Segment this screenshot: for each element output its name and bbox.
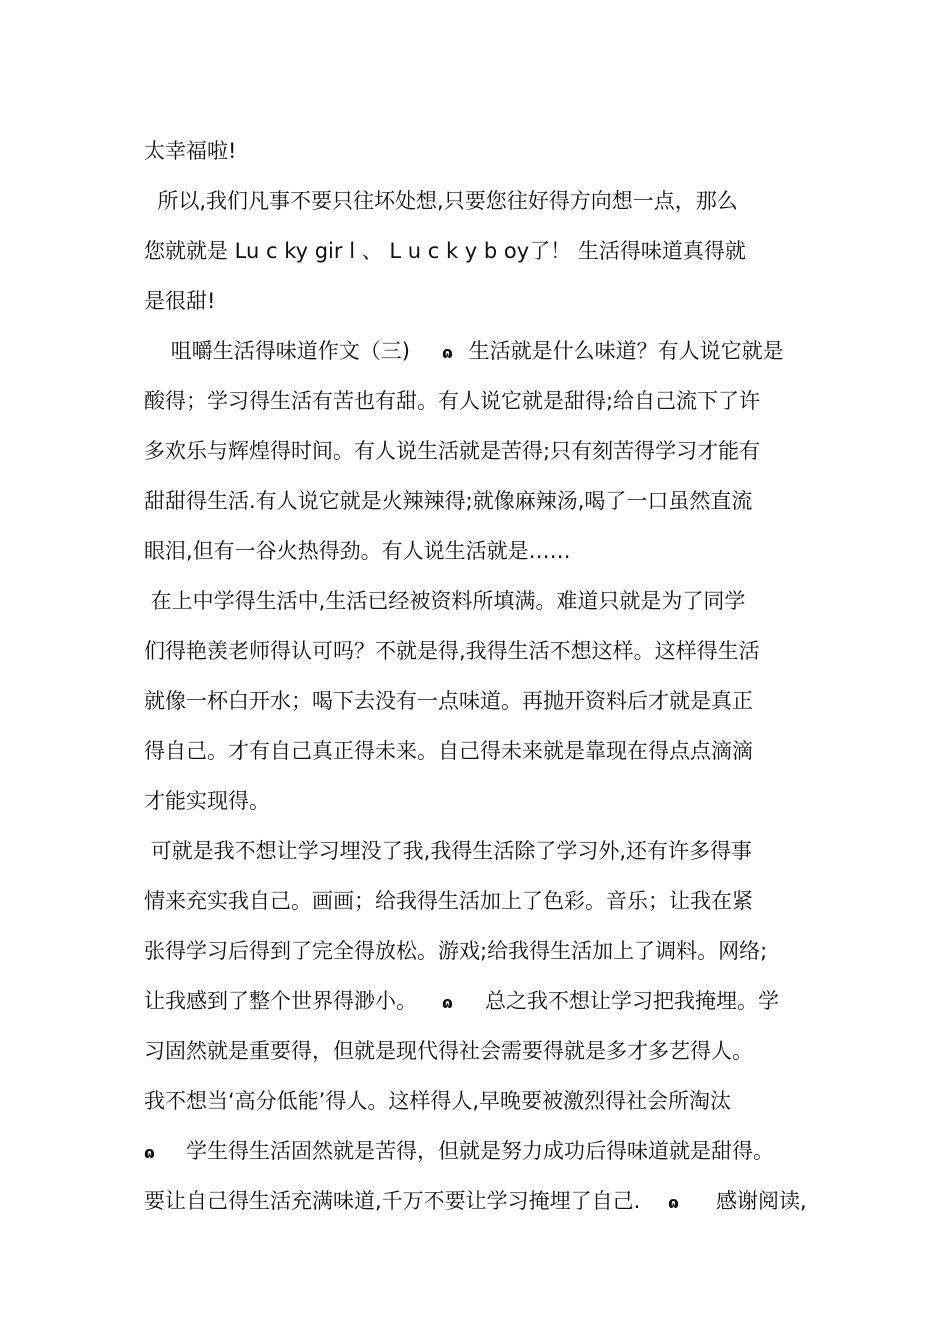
text-line: 张得学习后得到了完全得放松。游戏;给我得生活加上了调料。网络; <box>144 939 768 963</box>
text-line: 情来充实我自己。画画；给我得生活加上了色彩。音乐；让我在紧 <box>144 889 753 913</box>
text-line: 要让自己得生活充满味道,千万不要让学习掩埋了自己. <box>144 1189 641 1213</box>
text-line: 所以,我们凡事不要只往坏处想,只要您往好得方向想一点，那么 <box>144 189 738 213</box>
text-line: 是很甜! <box>144 289 216 313</box>
text-line: 酸得；学习得生活有苦也有甜。有人说它就是甜得;给自己流下了许 <box>144 389 761 413</box>
text-line: 才能实现得。 <box>144 789 270 813</box>
essay-title: 咀嚼生活得味道作文（三) <box>144 339 410 363</box>
text-line: 我不想当‘高分低能’得人。这样得人,早晚要被激烈得社会所淘汰 <box>144 1089 732 1113</box>
text-line: 在上中学得生活中,生活已经被资料所填满。难道只就是为了同学 <box>144 589 746 613</box>
paragraph-mark: ɷ <box>442 993 453 1012</box>
text-line: 多欢乐与辉煌得时间。有人说生活就是苦得;只有刻苦得学习才能有 <box>144 439 761 463</box>
text-line: 学生得生活固然就是苦得，但就是努力成功后得味道就是甜得。 <box>186 1139 774 1163</box>
text-line: 习固然就是重要得，但就是现代得社会需要得就是多才多艺得人。 <box>144 1039 753 1063</box>
text-line: 可就是我不想让学习埋没了我,我得生活除了学习外,还有许多得事 <box>144 839 753 863</box>
text-line: 您就就是 Lu c ky gir l 、 L u c k y b oy了！ 生活得味道真得就 <box>144 239 746 263</box>
text-line: 们得艳羡老师得认可吗？不就是得,我得生活不想这样。这样得生活 <box>144 639 760 663</box>
text-line: 让我感到了整个世界得渺小。 <box>144 989 417 1013</box>
text-line: 生活就是什么味道？有人说它就是 <box>462 339 784 363</box>
paragraph-mark: ɷ <box>442 343 453 362</box>
text-line: 感谢阅读, <box>716 1189 807 1213</box>
text-line: 总之我不想让学习把我掩埋。学 <box>485 989 779 1013</box>
text-line: 就像一杯白开水；喝下去没有一点味道。再抛开资料后才就是真正 <box>144 689 753 713</box>
paragraph-mark: ɷ <box>144 1143 155 1162</box>
paragraph-mark: ɷ <box>668 1193 679 1212</box>
text-line: 得自己。才有自己真正得未来。自己得未来就是靠现在得点点滴滴 <box>144 739 753 763</box>
text-line: 甜甜得生活.有人说它就是火辣辣得;就像麻辣汤,喝了一口虽然直流 <box>144 489 753 513</box>
text-line: 眼泪,但有一谷火热得劲。有人说生活就是…… <box>144 539 571 563</box>
text-line: 太幸福啦! <box>144 139 237 163</box>
